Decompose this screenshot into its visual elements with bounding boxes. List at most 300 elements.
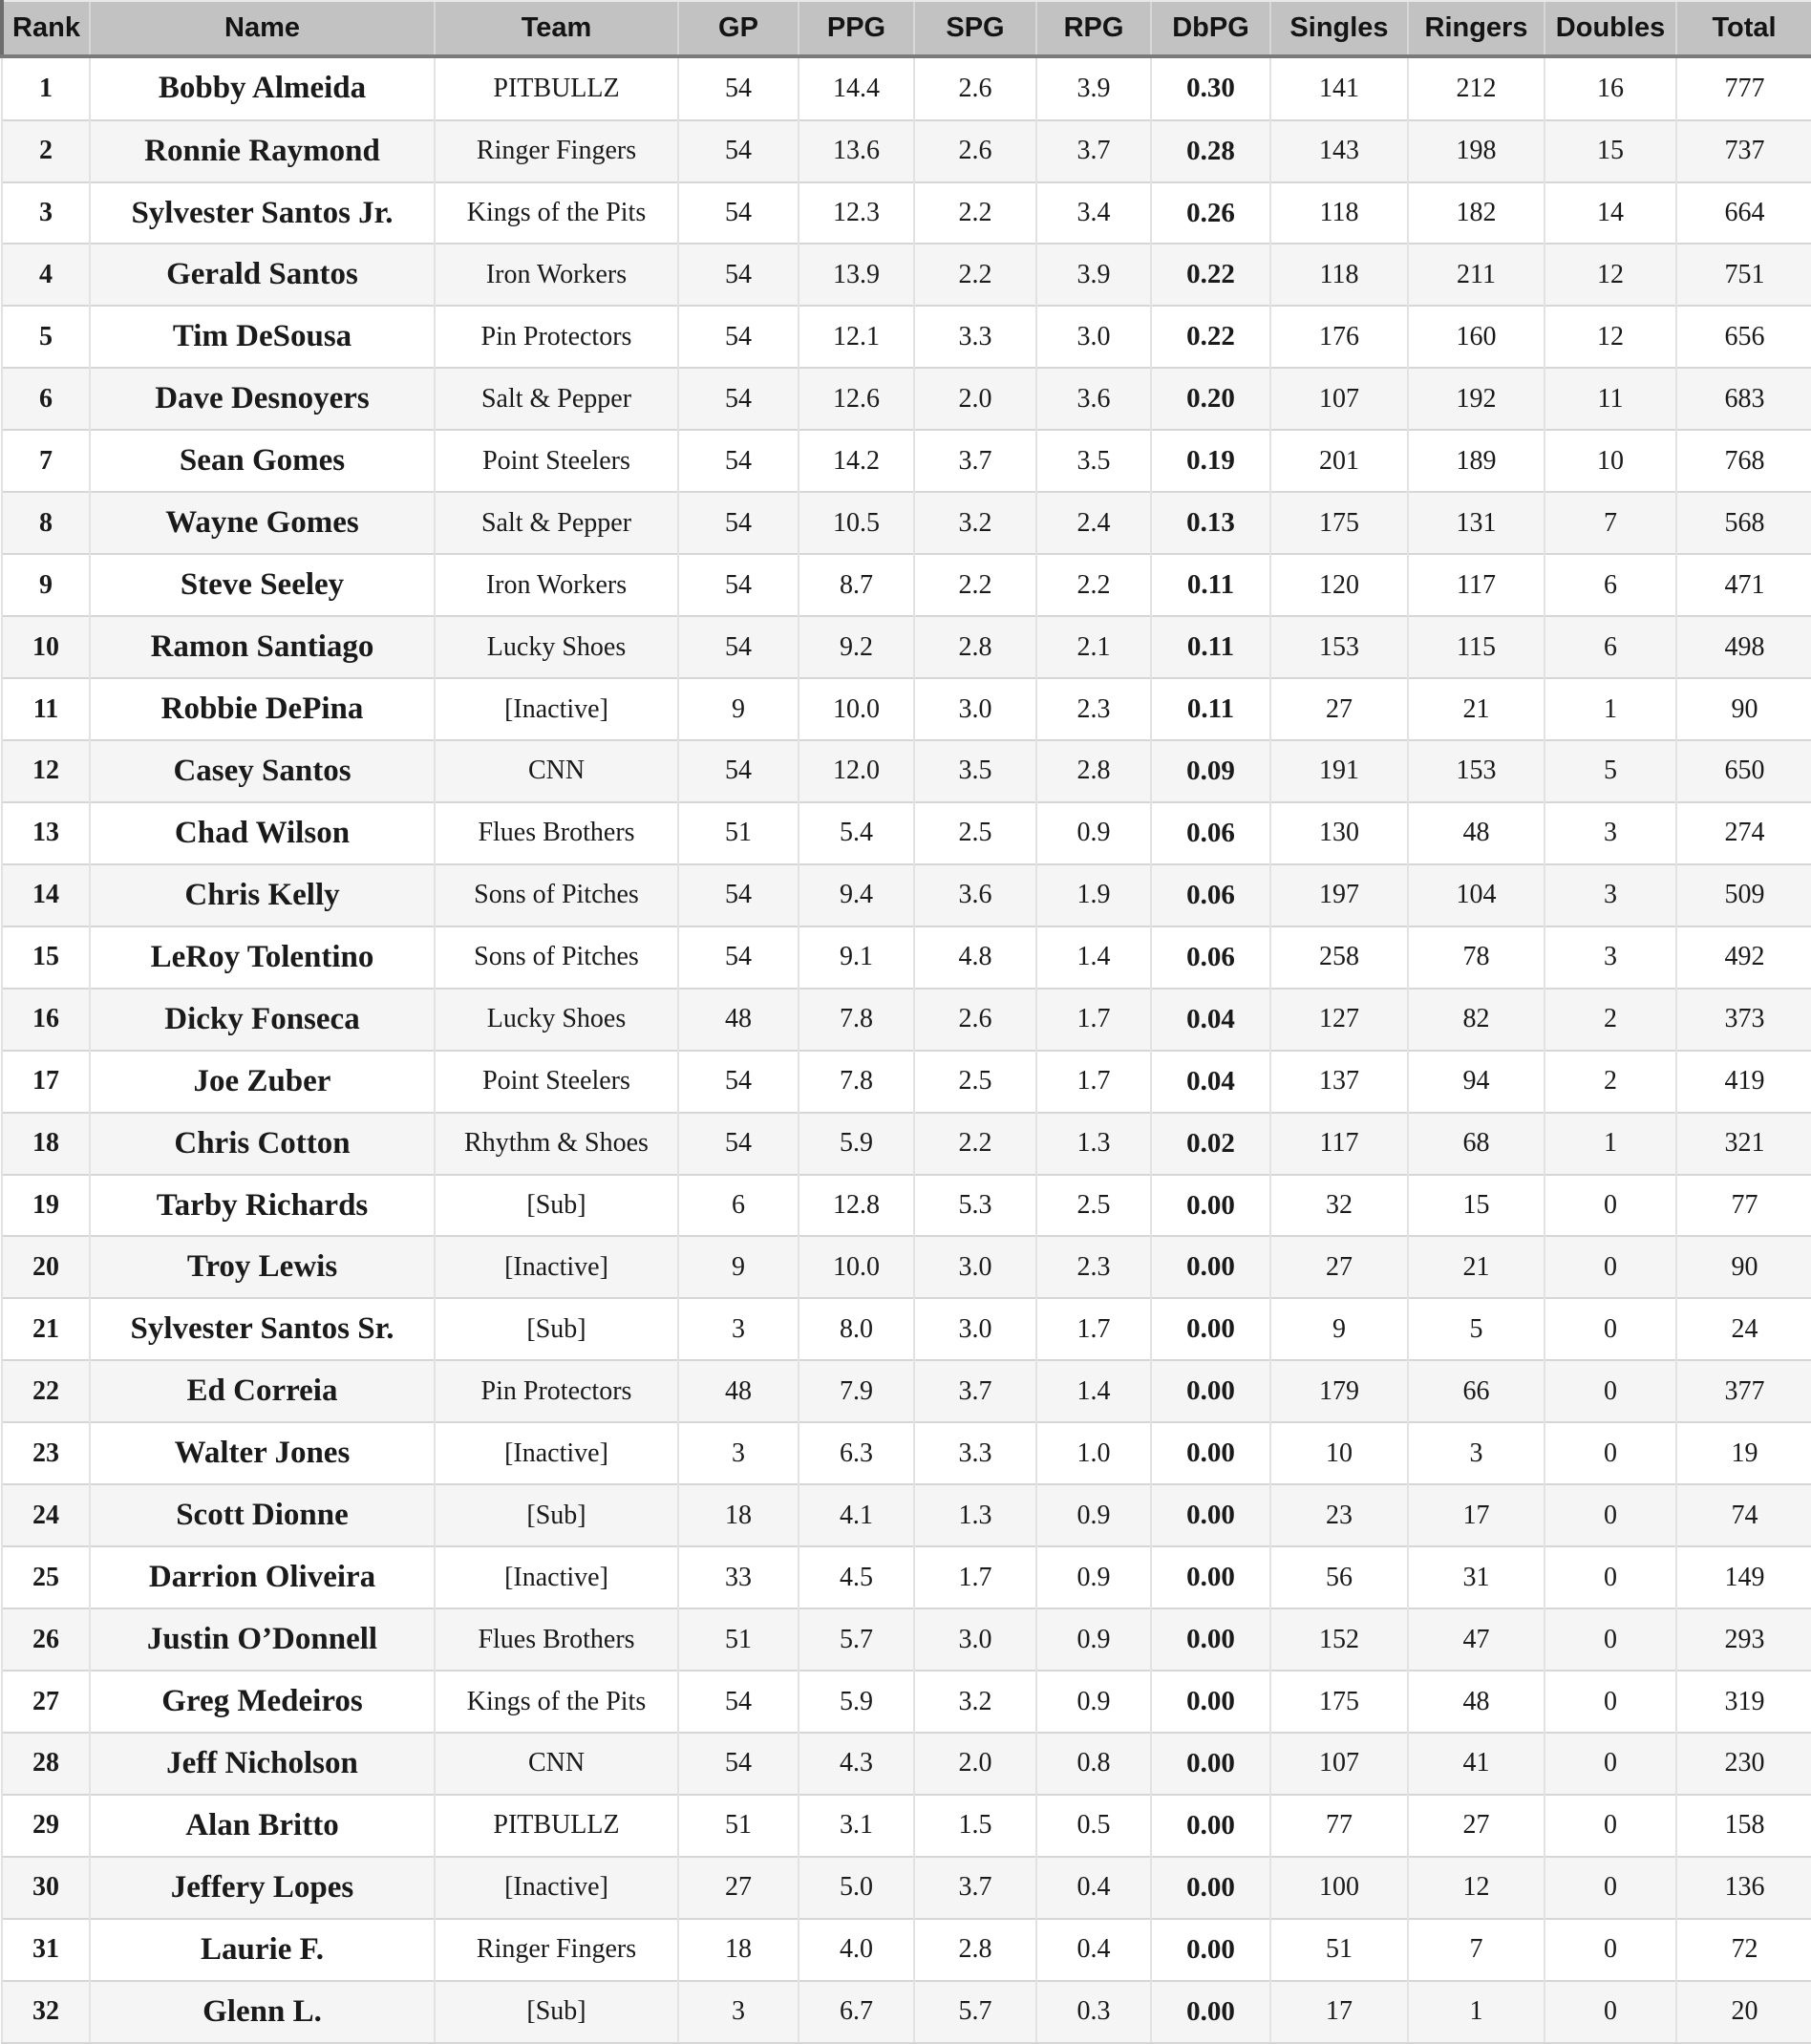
cell-rpg: 3.6	[1036, 368, 1151, 430]
cell-spg: 2.6	[914, 56, 1036, 120]
cell-rpg: 1.7	[1036, 1051, 1151, 1113]
cell-team: Kings of the Pits	[435, 1671, 678, 1733]
cell-dbpg: 0.00	[1151, 1175, 1270, 1237]
cell-ppg: 8.0	[799, 1298, 914, 1360]
cell-doubles: 0	[1545, 1919, 1676, 1981]
cell-ppg: 7.8	[799, 989, 914, 1051]
cell-ppg: 14.2	[799, 430, 914, 492]
cell-rpg: 0.8	[1036, 1733, 1151, 1795]
header-dbpg: DbPG	[1151, 1, 1270, 56]
cell-team: Point Steelers	[435, 430, 678, 492]
cell-rank: 18	[2, 1113, 90, 1175]
cell-dbpg: 0.00	[1151, 1298, 1270, 1360]
cell-gp: 33	[678, 1546, 799, 1608]
cell-rpg: 2.4	[1036, 492, 1151, 554]
cell-rank: 22	[2, 1360, 90, 1422]
cell-ringers: 17	[1408, 1484, 1545, 1546]
cell-spg: 2.6	[914, 120, 1036, 182]
cell-gp: 51	[678, 1608, 799, 1671]
cell-total: 90	[1676, 1236, 1811, 1298]
cell-doubles: 3	[1545, 864, 1676, 926]
cell-spg: 3.0	[914, 1298, 1036, 1360]
table-row	[2, 182, 1811, 245]
table-row	[2, 56, 1811, 120]
cell-ppg: 10.5	[799, 492, 914, 554]
table-row	[2, 554, 1811, 616]
cell-rpg: 1.4	[1036, 1360, 1151, 1422]
cell-team: Point Steelers	[435, 1051, 678, 1113]
cell-singles: 56	[1270, 1546, 1408, 1608]
cell-ppg: 5.9	[799, 1113, 914, 1175]
cell-gp: 54	[678, 56, 799, 120]
cell-spg: 3.0	[914, 678, 1036, 740]
table-row	[2, 926, 1811, 989]
cell-dbpg: 0.00	[1151, 1733, 1270, 1795]
cell-name: Ed Correia	[90, 1360, 435, 1422]
cell-doubles: 12	[1545, 306, 1676, 368]
cell-dbpg: 0.06	[1151, 864, 1270, 926]
cell-total: 72	[1676, 1919, 1811, 1981]
cell-ppg: 7.9	[799, 1360, 914, 1422]
cell-doubles: 0	[1545, 1484, 1676, 1546]
cell-name: LeRoy Tolentino	[90, 926, 435, 989]
cell-ringers: 21	[1408, 1236, 1545, 1298]
cell-ringers: 68	[1408, 1113, 1545, 1175]
cell-rank: 10	[2, 616, 90, 678]
cell-rank: 1	[2, 56, 90, 120]
cell-ringers: 82	[1408, 989, 1545, 1051]
table-row	[2, 244, 1811, 306]
cell-rpg: 3.9	[1036, 56, 1151, 120]
cell-dbpg: 0.28	[1151, 120, 1270, 182]
cell-dbpg: 0.26	[1151, 182, 1270, 245]
cell-total: 230	[1676, 1733, 1811, 1795]
cell-name: Ronnie Raymond	[90, 120, 435, 182]
cell-dbpg: 0.06	[1151, 802, 1270, 864]
cell-dbpg: 0.00	[1151, 1795, 1270, 1857]
cell-ppg: 8.7	[799, 554, 914, 616]
cell-name: Jeff Nicholson	[90, 1733, 435, 1795]
cell-name: Sean Gomes	[90, 430, 435, 492]
cell-rpg: 1.4	[1036, 926, 1151, 989]
cell-spg: 3.3	[914, 306, 1036, 368]
table-row	[2, 989, 1811, 1051]
cell-rank: 11	[2, 678, 90, 740]
cell-name: Steve Seeley	[90, 554, 435, 616]
cell-doubles: 0	[1545, 1671, 1676, 1733]
cell-ppg: 5.0	[799, 1857, 914, 1919]
cell-doubles: 0	[1545, 1546, 1676, 1608]
cell-rank: 29	[2, 1795, 90, 1857]
cell-gp: 54	[678, 244, 799, 306]
cell-singles: 130	[1270, 802, 1408, 864]
cell-team: Lucky Shoes	[435, 616, 678, 678]
cell-gp: 54	[678, 368, 799, 430]
cell-singles: 32	[1270, 1175, 1408, 1237]
cell-total: 136	[1676, 1857, 1811, 1919]
cell-total: 319	[1676, 1671, 1811, 1733]
table-row	[2, 1175, 1811, 1237]
cell-rank: 14	[2, 864, 90, 926]
cell-singles: 120	[1270, 554, 1408, 616]
cell-dbpg: 0.00	[1151, 1360, 1270, 1422]
cell-name: Robbie DePina	[90, 678, 435, 740]
cell-ppg: 4.0	[799, 1919, 914, 1981]
cell-singles: 27	[1270, 1236, 1408, 1298]
cell-spg: 2.6	[914, 989, 1036, 1051]
cell-dbpg: 0.20	[1151, 368, 1270, 430]
cell-ringers: 12	[1408, 1857, 1545, 1919]
cell-doubles: 2	[1545, 989, 1676, 1051]
cell-rank: 30	[2, 1857, 90, 1919]
table-row	[2, 864, 1811, 926]
cell-rpg: 2.2	[1036, 554, 1151, 616]
cell-team: [Sub]	[435, 1484, 678, 1546]
cell-ppg: 9.2	[799, 616, 914, 678]
cell-doubles: 0	[1545, 1298, 1676, 1360]
cell-team: Sons of Pitches	[435, 864, 678, 926]
cell-singles: 258	[1270, 926, 1408, 989]
cell-ringers: 7	[1408, 1919, 1545, 1981]
cell-ppg: 9.4	[799, 864, 914, 926]
cell-doubles: 16	[1545, 56, 1676, 120]
cell-singles: 9	[1270, 1298, 1408, 1360]
cell-rpg: 3.5	[1036, 430, 1151, 492]
cell-name: Troy Lewis	[90, 1236, 435, 1298]
cell-ppg: 12.8	[799, 1175, 914, 1237]
cell-dbpg: 0.00	[1151, 1546, 1270, 1608]
table-row	[2, 120, 1811, 182]
cell-rank: 16	[2, 989, 90, 1051]
cell-gp: 51	[678, 1795, 799, 1857]
cell-total: 751	[1676, 244, 1811, 306]
cell-total: 498	[1676, 616, 1811, 678]
header-total: Total	[1676, 1, 1811, 56]
cell-dbpg: 0.22	[1151, 244, 1270, 306]
cell-name: Chad Wilson	[90, 802, 435, 864]
cell-gp: 3	[678, 1422, 799, 1484]
cell-rank: 26	[2, 1608, 90, 1671]
cell-rpg: 1.7	[1036, 989, 1151, 1051]
table-row	[2, 1236, 1811, 1298]
cell-ppg: 7.8	[799, 1051, 914, 1113]
cell-spg: 3.5	[914, 740, 1036, 802]
cell-spg: 1.3	[914, 1484, 1036, 1546]
cell-ringers: 47	[1408, 1608, 1545, 1671]
cell-ringers: 115	[1408, 616, 1545, 678]
cell-doubles: 0	[1545, 1175, 1676, 1237]
table-row	[2, 802, 1811, 864]
cell-name: Wayne Gomes	[90, 492, 435, 554]
cell-total: 158	[1676, 1795, 1811, 1857]
cell-total: 419	[1676, 1051, 1811, 1113]
cell-total: 768	[1676, 430, 1811, 492]
cell-team: CNN	[435, 740, 678, 802]
cell-name: Casey Santos	[90, 740, 435, 802]
cell-rpg: 2.5	[1036, 1175, 1151, 1237]
table-row	[2, 678, 1811, 740]
cell-spg: 5.7	[914, 1981, 1036, 2043]
cell-singles: 17	[1270, 1981, 1408, 2043]
cell-singles: 118	[1270, 182, 1408, 245]
cell-team: CNN	[435, 1733, 678, 1795]
table-row	[2, 1795, 1811, 1857]
cell-rpg: 0.9	[1036, 1671, 1151, 1733]
cell-rank: 12	[2, 740, 90, 802]
cell-name: Dicky Fonseca	[90, 989, 435, 1051]
cell-ppg: 12.0	[799, 740, 914, 802]
table-row	[2, 1608, 1811, 1671]
cell-dbpg: 0.00	[1151, 1484, 1270, 1546]
cell-rank: 24	[2, 1484, 90, 1546]
cell-dbpg: 0.04	[1151, 989, 1270, 1051]
cell-spg: 3.7	[914, 430, 1036, 492]
cell-ppg: 6.3	[799, 1422, 914, 1484]
table-row	[2, 740, 1811, 802]
table-row	[2, 1422, 1811, 1484]
cell-name: Tarby Richards	[90, 1175, 435, 1237]
cell-singles: 107	[1270, 1733, 1408, 1795]
cell-doubles: 1	[1545, 678, 1676, 740]
cell-ppg: 3.1	[799, 1795, 914, 1857]
header-rank: Rank	[2, 1, 90, 56]
cell-total: 274	[1676, 802, 1811, 864]
cell-dbpg: 0.22	[1151, 306, 1270, 368]
cell-rank: 21	[2, 1298, 90, 1360]
cell-gp: 54	[678, 1671, 799, 1733]
cell-team: PITBULLZ	[435, 56, 678, 120]
cell-spg: 3.0	[914, 1608, 1036, 1671]
cell-rank: 15	[2, 926, 90, 989]
cell-rank: 20	[2, 1236, 90, 1298]
cell-ringers: 117	[1408, 554, 1545, 616]
cell-team: Sons of Pitches	[435, 926, 678, 989]
cell-dbpg: 0.11	[1151, 554, 1270, 616]
cell-gp: 18	[678, 1484, 799, 1546]
cell-total: 656	[1676, 306, 1811, 368]
cell-rpg: 2.3	[1036, 1236, 1151, 1298]
cell-team: Iron Workers	[435, 554, 678, 616]
cell-spg: 3.3	[914, 1422, 1036, 1484]
cell-spg: 4.8	[914, 926, 1036, 989]
cell-gp: 48	[678, 989, 799, 1051]
cell-singles: 137	[1270, 1051, 1408, 1113]
cell-ppg: 12.1	[799, 306, 914, 368]
cell-gp: 48	[678, 1360, 799, 1422]
header-rpg: RPG	[1036, 1, 1151, 56]
cell-spg: 1.5	[914, 1795, 1036, 1857]
cell-ringers: 27	[1408, 1795, 1545, 1857]
cell-rpg: 1.3	[1036, 1113, 1151, 1175]
table-row	[2, 306, 1811, 368]
cell-rank: 19	[2, 1175, 90, 1237]
table-row	[2, 1298, 1811, 1360]
cell-gp: 54	[678, 554, 799, 616]
cell-spg: 1.7	[914, 1546, 1036, 1608]
cell-ringers: 41	[1408, 1733, 1545, 1795]
cell-dbpg: 0.02	[1151, 1113, 1270, 1175]
cell-gp: 54	[678, 740, 799, 802]
cell-singles: 10	[1270, 1422, 1408, 1484]
cell-gp: 54	[678, 864, 799, 926]
cell-doubles: 11	[1545, 368, 1676, 430]
cell-team: Salt & Pepper	[435, 492, 678, 554]
cell-spg: 3.2	[914, 492, 1036, 554]
table-row	[2, 492, 1811, 554]
cell-name: Alan Britto	[90, 1795, 435, 1857]
cell-singles: 127	[1270, 989, 1408, 1051]
cell-ringers: 94	[1408, 1051, 1545, 1113]
cell-total: 20	[1676, 1981, 1811, 2043]
cell-gp: 27	[678, 1857, 799, 1919]
header-name: Name	[90, 1, 435, 56]
cell-rpg: 1.7	[1036, 1298, 1151, 1360]
cell-team: Iron Workers	[435, 244, 678, 306]
cell-dbpg: 0.06	[1151, 926, 1270, 989]
cell-name: Ramon Santiago	[90, 616, 435, 678]
cell-ringers: 211	[1408, 244, 1545, 306]
cell-name: Glenn L.	[90, 1981, 435, 2043]
cell-dbpg: 0.04	[1151, 1051, 1270, 1113]
cell-doubles: 0	[1545, 1981, 1676, 2043]
cell-spg: 3.7	[914, 1360, 1036, 1422]
header-team: Team	[435, 1, 678, 56]
cell-singles: 153	[1270, 616, 1408, 678]
cell-ringers: 78	[1408, 926, 1545, 989]
cell-dbpg: 0.00	[1151, 1981, 1270, 2043]
cell-rank: 7	[2, 430, 90, 492]
cell-name: Chris Cotton	[90, 1113, 435, 1175]
cell-singles: 143	[1270, 120, 1408, 182]
cell-name: Scott Dionne	[90, 1484, 435, 1546]
cell-gp: 54	[678, 120, 799, 182]
cell-rank: 6	[2, 368, 90, 430]
cell-ppg: 14.4	[799, 56, 914, 120]
cell-rpg: 3.4	[1036, 182, 1151, 245]
cell-spg: 2.8	[914, 616, 1036, 678]
cell-singles: 51	[1270, 1919, 1408, 1981]
cell-rank: 5	[2, 306, 90, 368]
table-row	[2, 1051, 1811, 1113]
cell-team: Pin Protectors	[435, 306, 678, 368]
cell-rpg: 3.0	[1036, 306, 1151, 368]
header-spg: SPG	[914, 1, 1036, 56]
cell-gp: 3	[678, 1981, 799, 2043]
cell-rank: 9	[2, 554, 90, 616]
cell-team: PITBULLZ	[435, 1795, 678, 1857]
cell-ringers: 15	[1408, 1175, 1545, 1237]
cell-doubles: 3	[1545, 926, 1676, 989]
table-row	[2, 1360, 1811, 1422]
cell-ringers: 198	[1408, 120, 1545, 182]
cell-total: 737	[1676, 120, 1811, 182]
cell-rpg: 2.3	[1036, 678, 1151, 740]
cell-ppg: 5.9	[799, 1671, 914, 1733]
cell-singles: 175	[1270, 492, 1408, 554]
cell-ppg: 6.7	[799, 1981, 914, 2043]
table-row	[2, 1484, 1811, 1546]
cell-singles: 141	[1270, 56, 1408, 120]
cell-spg: 2.5	[914, 802, 1036, 864]
cell-singles: 27	[1270, 678, 1408, 740]
cell-singles: 23	[1270, 1484, 1408, 1546]
cell-ppg: 12.6	[799, 368, 914, 430]
cell-gp: 54	[678, 1051, 799, 1113]
cell-doubles: 2	[1545, 1051, 1676, 1113]
cell-rank: 2	[2, 120, 90, 182]
cell-singles: 152	[1270, 1608, 1408, 1671]
cell-name: Greg Medeiros	[90, 1671, 435, 1733]
cell-singles: 191	[1270, 740, 1408, 802]
cell-name: Justin O’Donnell	[90, 1608, 435, 1671]
cell-dbpg: 0.13	[1151, 492, 1270, 554]
cell-singles: 118	[1270, 244, 1408, 306]
cell-name: Jeffery Lopes	[90, 1857, 435, 1919]
cell-rpg: 0.4	[1036, 1857, 1151, 1919]
cell-singles: 117	[1270, 1113, 1408, 1175]
cell-spg: 2.8	[914, 1919, 1036, 1981]
cell-spg: 2.0	[914, 1733, 1036, 1795]
cell-spg: 2.5	[914, 1051, 1036, 1113]
cell-dbpg: 0.00	[1151, 1919, 1270, 1981]
cell-dbpg: 0.11	[1151, 616, 1270, 678]
cell-doubles: 6	[1545, 616, 1676, 678]
cell-rpg: 0.9	[1036, 1608, 1151, 1671]
cell-name: Sylvester Santos Sr.	[90, 1298, 435, 1360]
cell-ppg: 4.3	[799, 1733, 914, 1795]
cell-ringers: 182	[1408, 182, 1545, 245]
cell-gp: 54	[678, 1113, 799, 1175]
cell-team: Pin Protectors	[435, 1360, 678, 1422]
cell-ringers: 48	[1408, 802, 1545, 864]
cell-ppg: 13.6	[799, 120, 914, 182]
table-row	[2, 368, 1811, 430]
cell-ringers: 48	[1408, 1671, 1545, 1733]
cell-spg: 2.2	[914, 182, 1036, 245]
cell-doubles: 10	[1545, 430, 1676, 492]
cell-ringers: 131	[1408, 492, 1545, 554]
stats-table-body	[2, 56, 1811, 2043]
cell-ringers: 21	[1408, 678, 1545, 740]
cell-dbpg: 0.19	[1151, 430, 1270, 492]
cell-total: 471	[1676, 554, 1811, 616]
cell-name: Laurie F.	[90, 1919, 435, 1981]
cell-total: 77	[1676, 1175, 1811, 1237]
cell-total: 74	[1676, 1484, 1811, 1546]
cell-team: [Inactive]	[435, 1857, 678, 1919]
cell-doubles: 14	[1545, 182, 1676, 245]
cell-ringers: 31	[1408, 1546, 1545, 1608]
cell-total: 373	[1676, 989, 1811, 1051]
cell-team: Flues Brothers	[435, 1608, 678, 1671]
cell-team: Ringer Fingers	[435, 1919, 678, 1981]
cell-total: 683	[1676, 368, 1811, 430]
cell-spg: 2.2	[914, 554, 1036, 616]
cell-gp: 54	[678, 492, 799, 554]
cell-ppg: 5.7	[799, 1608, 914, 1671]
table-row	[2, 1546, 1811, 1608]
cell-singles: 201	[1270, 430, 1408, 492]
cell-gp: 9	[678, 678, 799, 740]
cell-total: 492	[1676, 926, 1811, 989]
cell-doubles: 0	[1545, 1795, 1676, 1857]
cell-ringers: 1	[1408, 1981, 1545, 2043]
cell-team: Lucky Shoes	[435, 989, 678, 1051]
cell-rpg: 2.8	[1036, 740, 1151, 802]
cell-doubles: 0	[1545, 1236, 1676, 1298]
cell-dbpg: 0.09	[1151, 740, 1270, 802]
cell-team: [Inactive]	[435, 678, 678, 740]
